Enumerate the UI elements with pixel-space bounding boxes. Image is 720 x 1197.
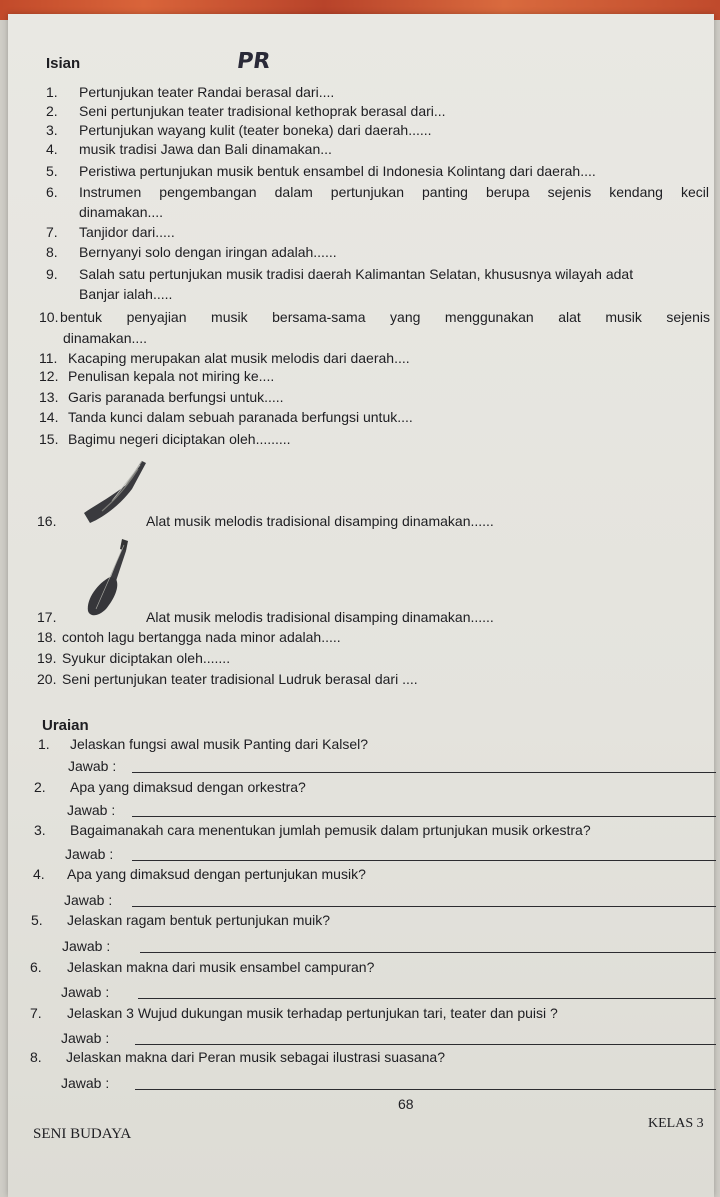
answer-line[interactable] (135, 1044, 716, 1045)
isian-item-number: 15. (39, 431, 59, 447)
answer-line[interactable] (132, 816, 716, 817)
isian-item-text: Alat musik melodis tradisional disamping dinamakan...... (146, 609, 494, 625)
isian-item-text: Pertunjukan teater Randai berasal dari.... (79, 84, 335, 100)
isian-item-number: 5. (46, 163, 58, 179)
uraian-item-number: 8. (30, 1049, 42, 1065)
answer-label: Jawab : (61, 1075, 110, 1091)
isian-item-text: Salah satu pertunjukan musik tradisi daerah Kalimantan Selatan, khususnya wilayah adat (79, 266, 634, 282)
answer-line[interactable] (132, 860, 716, 861)
section-heading-isian: Isian (46, 55, 81, 72)
answer-label: Jawab : (67, 802, 116, 818)
uraian-question-text: Jelaskan 3 Wujud dukungan musik terhadap pertunjukan tari, teater dan puisi ? (67, 1005, 558, 1021)
isian-item-text: bentuk penyajian musik bersama-sama yang menggunakan alat musik sejenis (60, 309, 710, 325)
uraian-item-number: 5. (31, 912, 43, 928)
isian-item-number: 7. (46, 224, 58, 240)
answer-line[interactable] (140, 952, 716, 953)
isian-item-number: 17. (37, 609, 57, 625)
uraian-question-text: Jelaskan fungsi awal musik Panting dari Kalsel? (70, 736, 369, 752)
answer-label: Jawab : (62, 938, 111, 954)
isian-item-text: Tanjidor dari..... (79, 224, 175, 240)
isian-item-continuation: Banjar ialah..... (79, 286, 173, 302)
uraian-item-number: 7. (30, 1005, 42, 1021)
uraian-question-text: Jelaskan makna dari Peran musik sebagai ilustrasi suasana? (66, 1049, 445, 1065)
isian-item-continuation: dinamakan.... (63, 330, 148, 346)
isian-item-text: Bagimu negeri diciptakan oleh......... (68, 431, 291, 447)
uraian-question-text: Apa yang dimaksud dengan orkestra? (70, 779, 306, 795)
uraian-item-number: 6. (30, 959, 42, 975)
isian-item-text: Peristiwa pertunjukan musik bentuk ensambel di Indonesia Kolintang dari daerah.... (79, 163, 596, 179)
handwritten-mark: PR (235, 49, 272, 74)
isian-item-number: 8. (46, 244, 58, 260)
uraian-item-number: 1. (38, 736, 50, 752)
isian-item-number: 10. (39, 309, 59, 325)
uraian-question-text: Apa yang dimaksud dengan pertunjukan musik? (67, 866, 366, 882)
isian-item-number: 9. (46, 266, 58, 282)
answer-label: Jawab : (61, 984, 110, 1000)
answer-line[interactable] (138, 998, 716, 999)
kacapi-instrument-image (82, 455, 150, 525)
isian-item-text: Bernyanyi solo dengan iringan adalah...... (79, 244, 337, 260)
isian-item-text: Garis paranada berfungsi untuk..... (68, 389, 284, 405)
isian-item-text: contoh lagu bertangga nada minor adalah..... (62, 629, 341, 645)
uraian-item-number: 4. (33, 866, 45, 882)
isian-item-text: Pertunjukan wayang kulit (teater boneka) dari daerah...... (79, 122, 432, 138)
isian-item-number: 1. (46, 84, 58, 100)
uraian-question-text: Jelaskan makna dari musik ensambel campuran? (67, 959, 375, 975)
answer-line[interactable] (135, 1089, 716, 1090)
isian-item-text: musik tradisi Jawa dan Bali dinamakan... (79, 141, 332, 157)
subject-label: SENI BUDAYA (33, 1126, 132, 1142)
uraian-item-number: 3. (34, 822, 46, 838)
answer-label: Jawab : (68, 758, 117, 774)
isian-item-number: 16. (37, 513, 57, 529)
isian-item-continuation: dinamakan.... (79, 204, 164, 220)
answer-line[interactable] (132, 906, 716, 907)
isian-item-text: Syukur diciptakan oleh....... (62, 650, 231, 666)
isian-item-text: Tanda kunci dalam sebuah paranada berfungsi untuk.... (68, 409, 413, 425)
class-label: KELAS 3 (648, 1116, 704, 1131)
isian-item-number: 3. (46, 122, 58, 138)
isian-item-text: Instrumen pengembangan dalam pertunjukan panting berupa sejenis kendang kecil (79, 184, 709, 200)
answer-label: Jawab : (64, 892, 113, 908)
isian-item-text: Penulisan kepala not miring ke.... (68, 368, 275, 384)
sape-lute-instrument-image (82, 537, 144, 617)
answer-label: Jawab : (65, 846, 114, 862)
uraian-question-text: Bagaimanakah cara menentukan jumlah pemusik dalam prtunjukan musik orkestra? (70, 822, 591, 838)
uraian-item-number: 2. (34, 779, 46, 795)
isian-item-number: 11. (39, 350, 58, 366)
isian-item-number: 4. (46, 141, 58, 157)
isian-item-number: 18. (37, 629, 57, 645)
isian-item-number: 2. (46, 103, 58, 119)
page-number: 68 (398, 1096, 414, 1112)
isian-item-number: 19. (37, 650, 57, 666)
isian-item-number: 14. (39, 409, 59, 425)
isian-item-number: 12. (39, 368, 59, 384)
uraian-question-text: Jelaskan ragam bentuk pertunjukan muik? (67, 912, 331, 928)
section-heading-uraian: Uraian (42, 717, 89, 734)
isian-item-number: 13. (39, 389, 59, 405)
answer-label: Jawab : (61, 1030, 110, 1046)
isian-item-text: Kacaping merupakan alat musik melodis dari daerah.... (68, 350, 410, 366)
isian-item-text: Seni pertunjukan teater tradisional Ludruk berasal dari .... (62, 671, 418, 687)
isian-item-number: 6. (46, 184, 58, 200)
isian-item-text: Alat musik melodis tradisional disamping dinamakan...... (146, 513, 494, 529)
answer-line[interactable] (132, 772, 716, 773)
isian-item-number: 20. (37, 671, 57, 687)
isian-item-text: Seni pertunjukan teater tradisional kethoprak berasal dari... (79, 103, 446, 119)
